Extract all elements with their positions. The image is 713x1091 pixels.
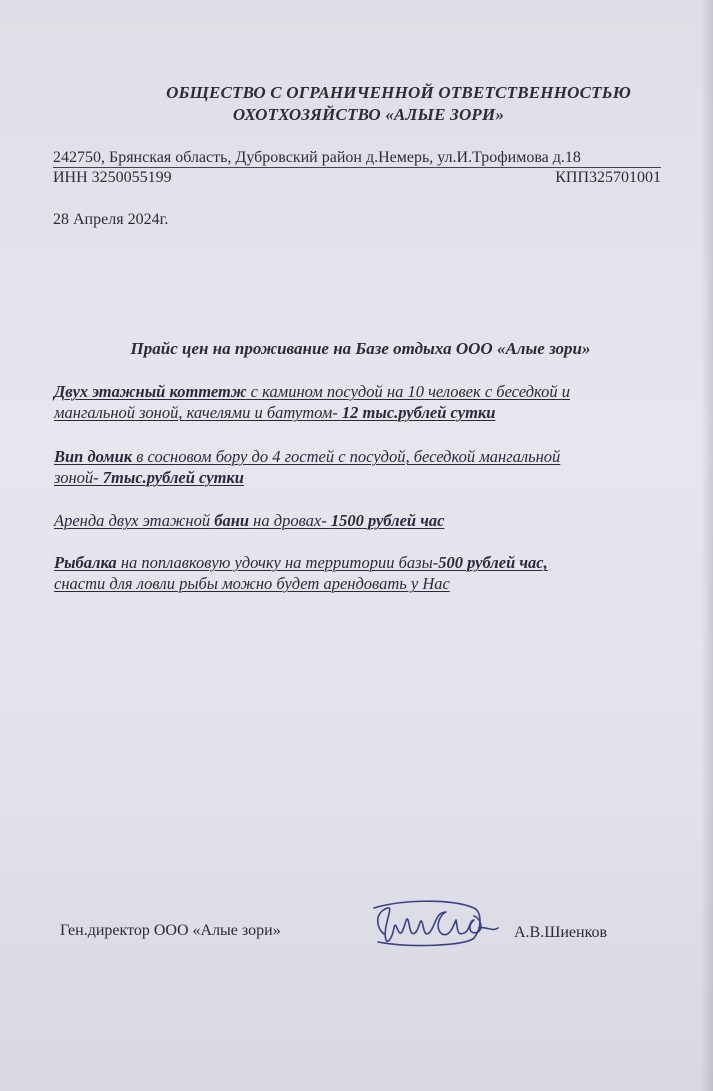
kpp: КПП325701001 bbox=[555, 169, 661, 186]
address-rule bbox=[53, 167, 661, 168]
item-name: Двух этажный коттетж bbox=[54, 382, 247, 401]
item-text: с камином посудой на 10 человек с беседкой и bbox=[246, 382, 571, 401]
item-line bbox=[54, 552, 654, 573]
price-item-cottage bbox=[54, 381, 654, 423]
signature-image bbox=[370, 898, 510, 955]
item-line bbox=[54, 381, 654, 402]
address: 242750, Брянская область, Дубровский район д.Немерь, ул.И.Трофимова д.18 bbox=[53, 149, 581, 166]
item-text: на дровах- bbox=[249, 511, 331, 530]
item-text: зоной- bbox=[54, 468, 103, 487]
item-price: 7тыс.рублей сутки bbox=[102, 468, 244, 487]
signer-name: А.В.Шиенков bbox=[514, 924, 608, 941]
item-name: бани bbox=[214, 511, 250, 530]
item-price: 12 тыс.рублей сутки bbox=[341, 403, 496, 422]
item-text: на поплавковую удочку на территории базы- bbox=[116, 553, 439, 572]
item-name: Вип домик bbox=[54, 447, 133, 466]
signer-position: Ген.директор ООО «Алые зори» bbox=[60, 922, 281, 939]
price-item-sauna bbox=[54, 510, 654, 531]
item-line bbox=[54, 573, 654, 594]
item-line bbox=[54, 402, 654, 423]
item-line bbox=[54, 467, 654, 488]
item-line bbox=[54, 446, 654, 467]
org-name-line1: ОБЩЕСТВО С ОГРАНИЧЕННОЙ ОТВЕТСТВЕННОСТЬЮ bbox=[166, 83, 631, 102]
item-price: 1500 рублей час bbox=[330, 511, 445, 530]
item-text: мангальной зоной, качелями и батутом- bbox=[54, 403, 342, 422]
item-name: Рыбалка bbox=[54, 553, 117, 572]
inn: ИНН 3250055199 bbox=[53, 169, 172, 186]
item-text: в сосновом бору до 4 гостей с посудой, беседкой мангальной bbox=[132, 447, 561, 466]
org-name-line2: ОХОТХОЗЯЙСТВО «АЛЫЕ ЗОРИ» bbox=[232, 105, 505, 124]
price-item-vip-house bbox=[54, 446, 654, 488]
price-item-fishing bbox=[54, 552, 654, 594]
price-list-title: Прайс цен на проживание на Базе отдыха ООО «Алые зори» bbox=[130, 339, 591, 358]
item-line bbox=[54, 510, 654, 531]
item-text: снасти для ловли рыбы можно будет арендовать у Нас bbox=[54, 574, 450, 593]
item-price: 500 рублей час, bbox=[438, 553, 548, 572]
page-edge-shadow bbox=[701, 0, 713, 1091]
document-date: 28 Апреля 2024г. bbox=[53, 211, 169, 228]
item-text: Аренда двух этажной bbox=[54, 511, 215, 530]
